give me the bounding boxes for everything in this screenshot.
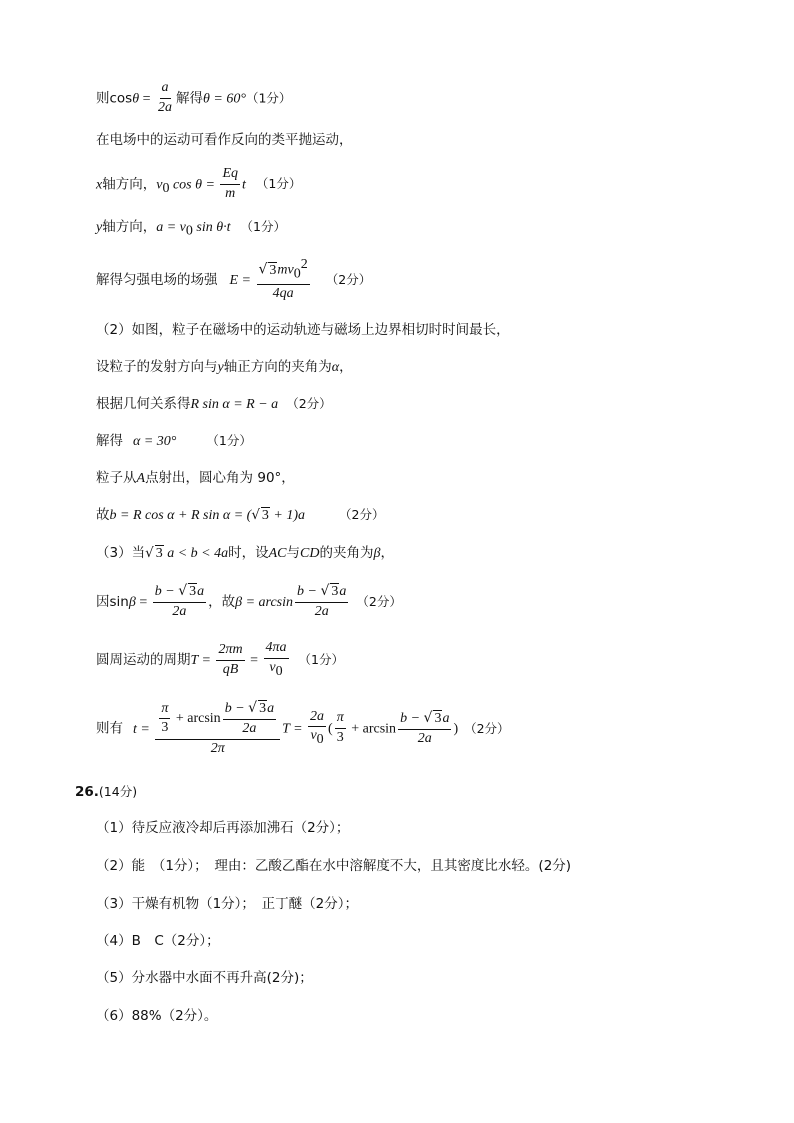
numerator: b − √ 3a	[398, 710, 451, 730]
theta-symbol: θ	[132, 91, 140, 107]
symbol: t =	[133, 721, 154, 737]
expr: sin θ·t	[192, 220, 231, 235]
answer-item: （4）B C（2分）；	[96, 933, 220, 949]
score: （1分）	[206, 433, 252, 448]
paren: )	[453, 721, 459, 737]
expr: b −	[297, 584, 321, 599]
expr: a	[197, 584, 205, 599]
numerator: 4πa	[264, 640, 289, 659]
numerator: b − √ 3a	[295, 583, 348, 603]
denominator: qB	[222, 661, 239, 677]
text: 解得匀强电场的场强	[96, 272, 218, 289]
big-fraction	[155, 700, 280, 757]
denominator: m	[225, 185, 236, 201]
point-label: A	[136, 471, 146, 486]
text-line: 在电场中的运动可看作反向的类平抛运动，	[96, 132, 353, 148]
eq-period	[96, 640, 344, 680]
eq-geometry	[96, 396, 332, 414]
subscript: 0	[185, 223, 193, 239]
text: 轴方向，	[102, 219, 157, 235]
numerator: 2πm	[216, 642, 244, 661]
symbol: t	[242, 177, 246, 193]
text: ，	[339, 359, 353, 375]
answer-item: （1）待反应液冷却后再添加沸石（2分）；	[96, 820, 350, 836]
score: （1分）	[245, 90, 292, 106]
text: 时，设	[228, 545, 269, 561]
numerator: 2a	[308, 709, 326, 728]
denominator: 2a	[314, 603, 329, 619]
subscript: 0	[293, 266, 301, 282]
fraction	[264, 640, 289, 680]
fraction	[223, 700, 276, 738]
score: （2分）	[464, 720, 510, 736]
numerator: π	[335, 710, 346, 729]
text: 的夹角为	[319, 545, 374, 561]
fraction	[216, 642, 244, 679]
text: 根据几何关系得	[96, 396, 191, 412]
fraction	[308, 709, 326, 749]
text: （3）当	[96, 545, 146, 561]
numerator	[155, 700, 280, 740]
denominator: 3	[161, 720, 169, 736]
expr: a < b < 4a	[163, 546, 229, 561]
numerator: a	[160, 80, 171, 99]
text: 点射出，圆心角为 90°，	[145, 470, 295, 486]
equals: =	[135, 594, 151, 610]
expr: b = R cos α + R sin α = (	[109, 508, 252, 523]
text-line: （3）当√ 3 a < b < 4a时，设AC与CD的夹角为β，	[96, 545, 394, 561]
denominator: 2a	[242, 720, 257, 736]
expr: cos θ =	[169, 177, 219, 193]
denominator: 2a	[158, 99, 173, 115]
expr: α = 30°	[133, 434, 177, 449]
text: 则有	[96, 720, 123, 737]
numerator: √ $3mv_0^2$	[257, 257, 310, 285]
denominator: $v_0$	[269, 659, 283, 679]
axis-label: y	[96, 220, 103, 235]
sqrt-radicand: 3	[155, 546, 163, 561]
equals: =	[139, 91, 155, 107]
result: θ = 60°	[203, 91, 246, 107]
sqrt-radicand: 3	[331, 584, 339, 599]
answer-item: （5）分水器中水面不再升高(2分)；	[96, 970, 313, 986]
denominator: 2a	[172, 603, 187, 619]
score: (14分)	[98, 784, 138, 799]
denominator: 2π	[210, 740, 225, 756]
text-line	[96, 470, 295, 488]
text: 因sin	[96, 593, 129, 610]
score: （1分）	[255, 176, 302, 192]
equals: =	[246, 653, 262, 669]
text: 粒子从	[96, 470, 137, 486]
expr: + arcsin	[172, 711, 221, 727]
text: 设粒子的发射方向与	[96, 359, 218, 375]
alpha-symbol: α	[331, 360, 340, 375]
expr: a = v	[156, 220, 186, 235]
denominator: 4qa	[272, 286, 294, 302]
expr: a	[339, 584, 347, 599]
eq-b-value: 故b = R cos α + R sin α = (√ 3 + 1)a （2分）	[96, 507, 385, 523]
paren: (	[328, 721, 333, 737]
text-line: （2）如图，粒子在磁场中的运动轨迹与磁场上边界相切时时间最长，	[96, 322, 510, 338]
score: （2分）	[356, 593, 402, 609]
text: ，故	[208, 593, 236, 610]
text: 解得	[96, 433, 123, 449]
expr: b −	[154, 584, 179, 599]
expr: T =	[282, 721, 307, 737]
eq-sin-beta	[96, 583, 402, 621]
eq-y-axis	[96, 219, 286, 240]
fraction	[220, 166, 240, 203]
beta-symbol: β	[128, 594, 136, 610]
numerator: π	[159, 701, 170, 720]
text: 轴方向，	[102, 176, 157, 193]
segment-label: AC	[268, 546, 287, 561]
text: 则cos	[96, 90, 133, 107]
answer-item: （3）干燥有机物（1分）； 正丁醚（2分）；	[96, 896, 359, 912]
fraction	[156, 80, 174, 117]
denominator: 3	[336, 730, 344, 746]
score: （2分）	[339, 507, 385, 522]
question-header	[75, 784, 137, 800]
numerator: Eq	[220, 166, 240, 185]
numerator: b − √ 3a	[153, 583, 206, 603]
subscript: 0	[162, 180, 170, 196]
answer-item: （6）88%（2分）。	[96, 1008, 218, 1024]
text: 与	[286, 545, 300, 561]
fraction	[159, 701, 170, 738]
text: 轴正方向的夹角为	[223, 359, 332, 375]
sqrt-radicand: 3	[261, 508, 269, 523]
fraction	[257, 257, 310, 303]
segment-label: CD	[300, 546, 320, 561]
text-line	[96, 359, 353, 377]
axis-label: x	[96, 177, 103, 193]
beta-symbol: β	[373, 546, 381, 561]
expr: + arcsin	[347, 721, 397, 737]
score: （2分）	[286, 396, 332, 411]
symbol: E =	[229, 273, 255, 289]
eq-x-axis	[96, 166, 301, 203]
eq-field-strength	[96, 257, 371, 303]
symbol: v	[156, 177, 163, 193]
expr: mv	[277, 262, 294, 278]
numerator: b − √ 3a	[223, 700, 276, 720]
expr: + 1)a	[269, 508, 306, 523]
eq-alpha	[96, 433, 252, 451]
denominator: 2a	[417, 730, 432, 746]
symbol: T =	[190, 653, 215, 669]
axis-label: y	[217, 360, 224, 375]
score: （1分）	[240, 219, 286, 234]
fraction	[153, 583, 206, 621]
question-number: 26.	[75, 784, 99, 800]
sqrt-radicand: 3	[189, 584, 197, 599]
expr: β = arcsin	[235, 594, 294, 610]
score: （2分）	[325, 272, 372, 288]
eq-time	[96, 700, 510, 757]
score: （1分）	[298, 652, 344, 668]
fraction	[295, 583, 348, 621]
text: 圆周运动的周期	[96, 652, 191, 669]
answer-item: （2）能 （1分）； 理由：乙酸乙酯在水中溶解度不大，且其密度比水轻。(2分)	[96, 858, 572, 874]
expr: R sin α = R − a	[190, 397, 279, 412]
text: 故	[96, 507, 110, 523]
fraction	[335, 710, 346, 747]
text: 解得	[176, 90, 204, 107]
superscript: 2	[300, 257, 308, 272]
sqrt-radicand: 3	[269, 262, 277, 278]
fraction	[398, 710, 451, 748]
text: ，	[380, 545, 394, 561]
eq-cos-theta	[96, 80, 291, 117]
denominator: $v_0$	[310, 728, 324, 748]
